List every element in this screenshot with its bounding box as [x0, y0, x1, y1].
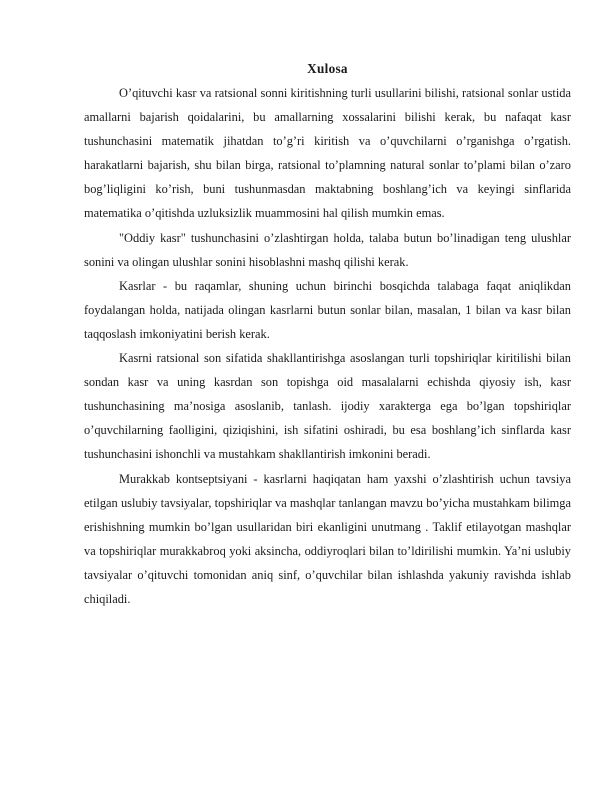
document-title: Xulosa: [307, 61, 348, 76]
paragraph-2: "Oddiy kasr" tushunchasini o’zlashtirgan holda, talaba butun bo’linadigan teng ulushlar sonini va olingan ulushlar sonini hisoblashni mashq qilishi kerak.: [84, 230, 571, 269]
paragraph-5: Murakkab kontseptsiyani - kasrlarni haqiqatan ham yaxshi o’zlashtirish uchun tavsiya etilgan uslubiy tavsiyalar, topshiriqlar va mashqlar tanlangan mavzu bo’yicha mustahkam bilimga erishishning mumkin bo’lgan usullaridan biri ekanligini unutmang . Taklif etilayotgan mashqlar va topshiriqlar murakkabroq yoki aksincha, oddiyroqlari bilan to’ldirilishi mumkin. Ya’ni uslubiy tavsiyalar o’qituvchi tomonidan aniq sinf, o’quvchilar bilan ishlashda yakuniy ravishda ishlab chiqiladi.: [84, 471, 571, 606]
paragraph-4: Kasrni ratsional son sifatida shakllantirishga asoslangan turli topshiriqlar kiritilishi bilan sondan kasr va uning kasrdan son topishga oid masalalarni echishda qiyosiy ish, kasr tushunchasining ma’nosiga asoslanib, tanlash. ijodiy xarakterga ega bo’lgan topshiriqlar o’quvchilarning faolligini, qiziqishini, ish sifatini oshiradi, bu esa boshlang’ich sinflarda kasr tushunchasini ishonchli va mustahkam shakllantirish imkonini beradi.: [84, 351, 571, 462]
paragraph-3: Kasrlar - bu raqamlar, shuning uchun birinchi bosqichda talabaga faqat aniqlikdan foydalangan holda, natijada olingan kasrlarni butun sonlar bilan, masalan, 1 bilan va kasr bilan taqqoslash imkoniyatini berish kerak.: [84, 278, 571, 341]
paragraph-1: O’qituvchi kasr va ratsional sonni kiritishning turli usullarini bilishi, ratsional sonlar ustida amallarni bajarish qoidalarini, bu amallarning xossalarini bilishi kerak, bu nafaqat kasr tushunchasini matematik jihatdan to’g’ri kiritish va o’quvchilarni o’rganishga o’rgatish. harakatlarni bajarish, shu bilan birga, ratsional to’plamning natural sonlar to’plami bilan o’zaro bog’liqligini ko’rish, buni tushunmasdan maktabning boshlang’ich va keyingi sinflarida matematika o’qitishda uzluksizlik muammosini hal qilish mumkin emas.: [84, 86, 571, 221]
document-body: [84, 60, 571, 611]
